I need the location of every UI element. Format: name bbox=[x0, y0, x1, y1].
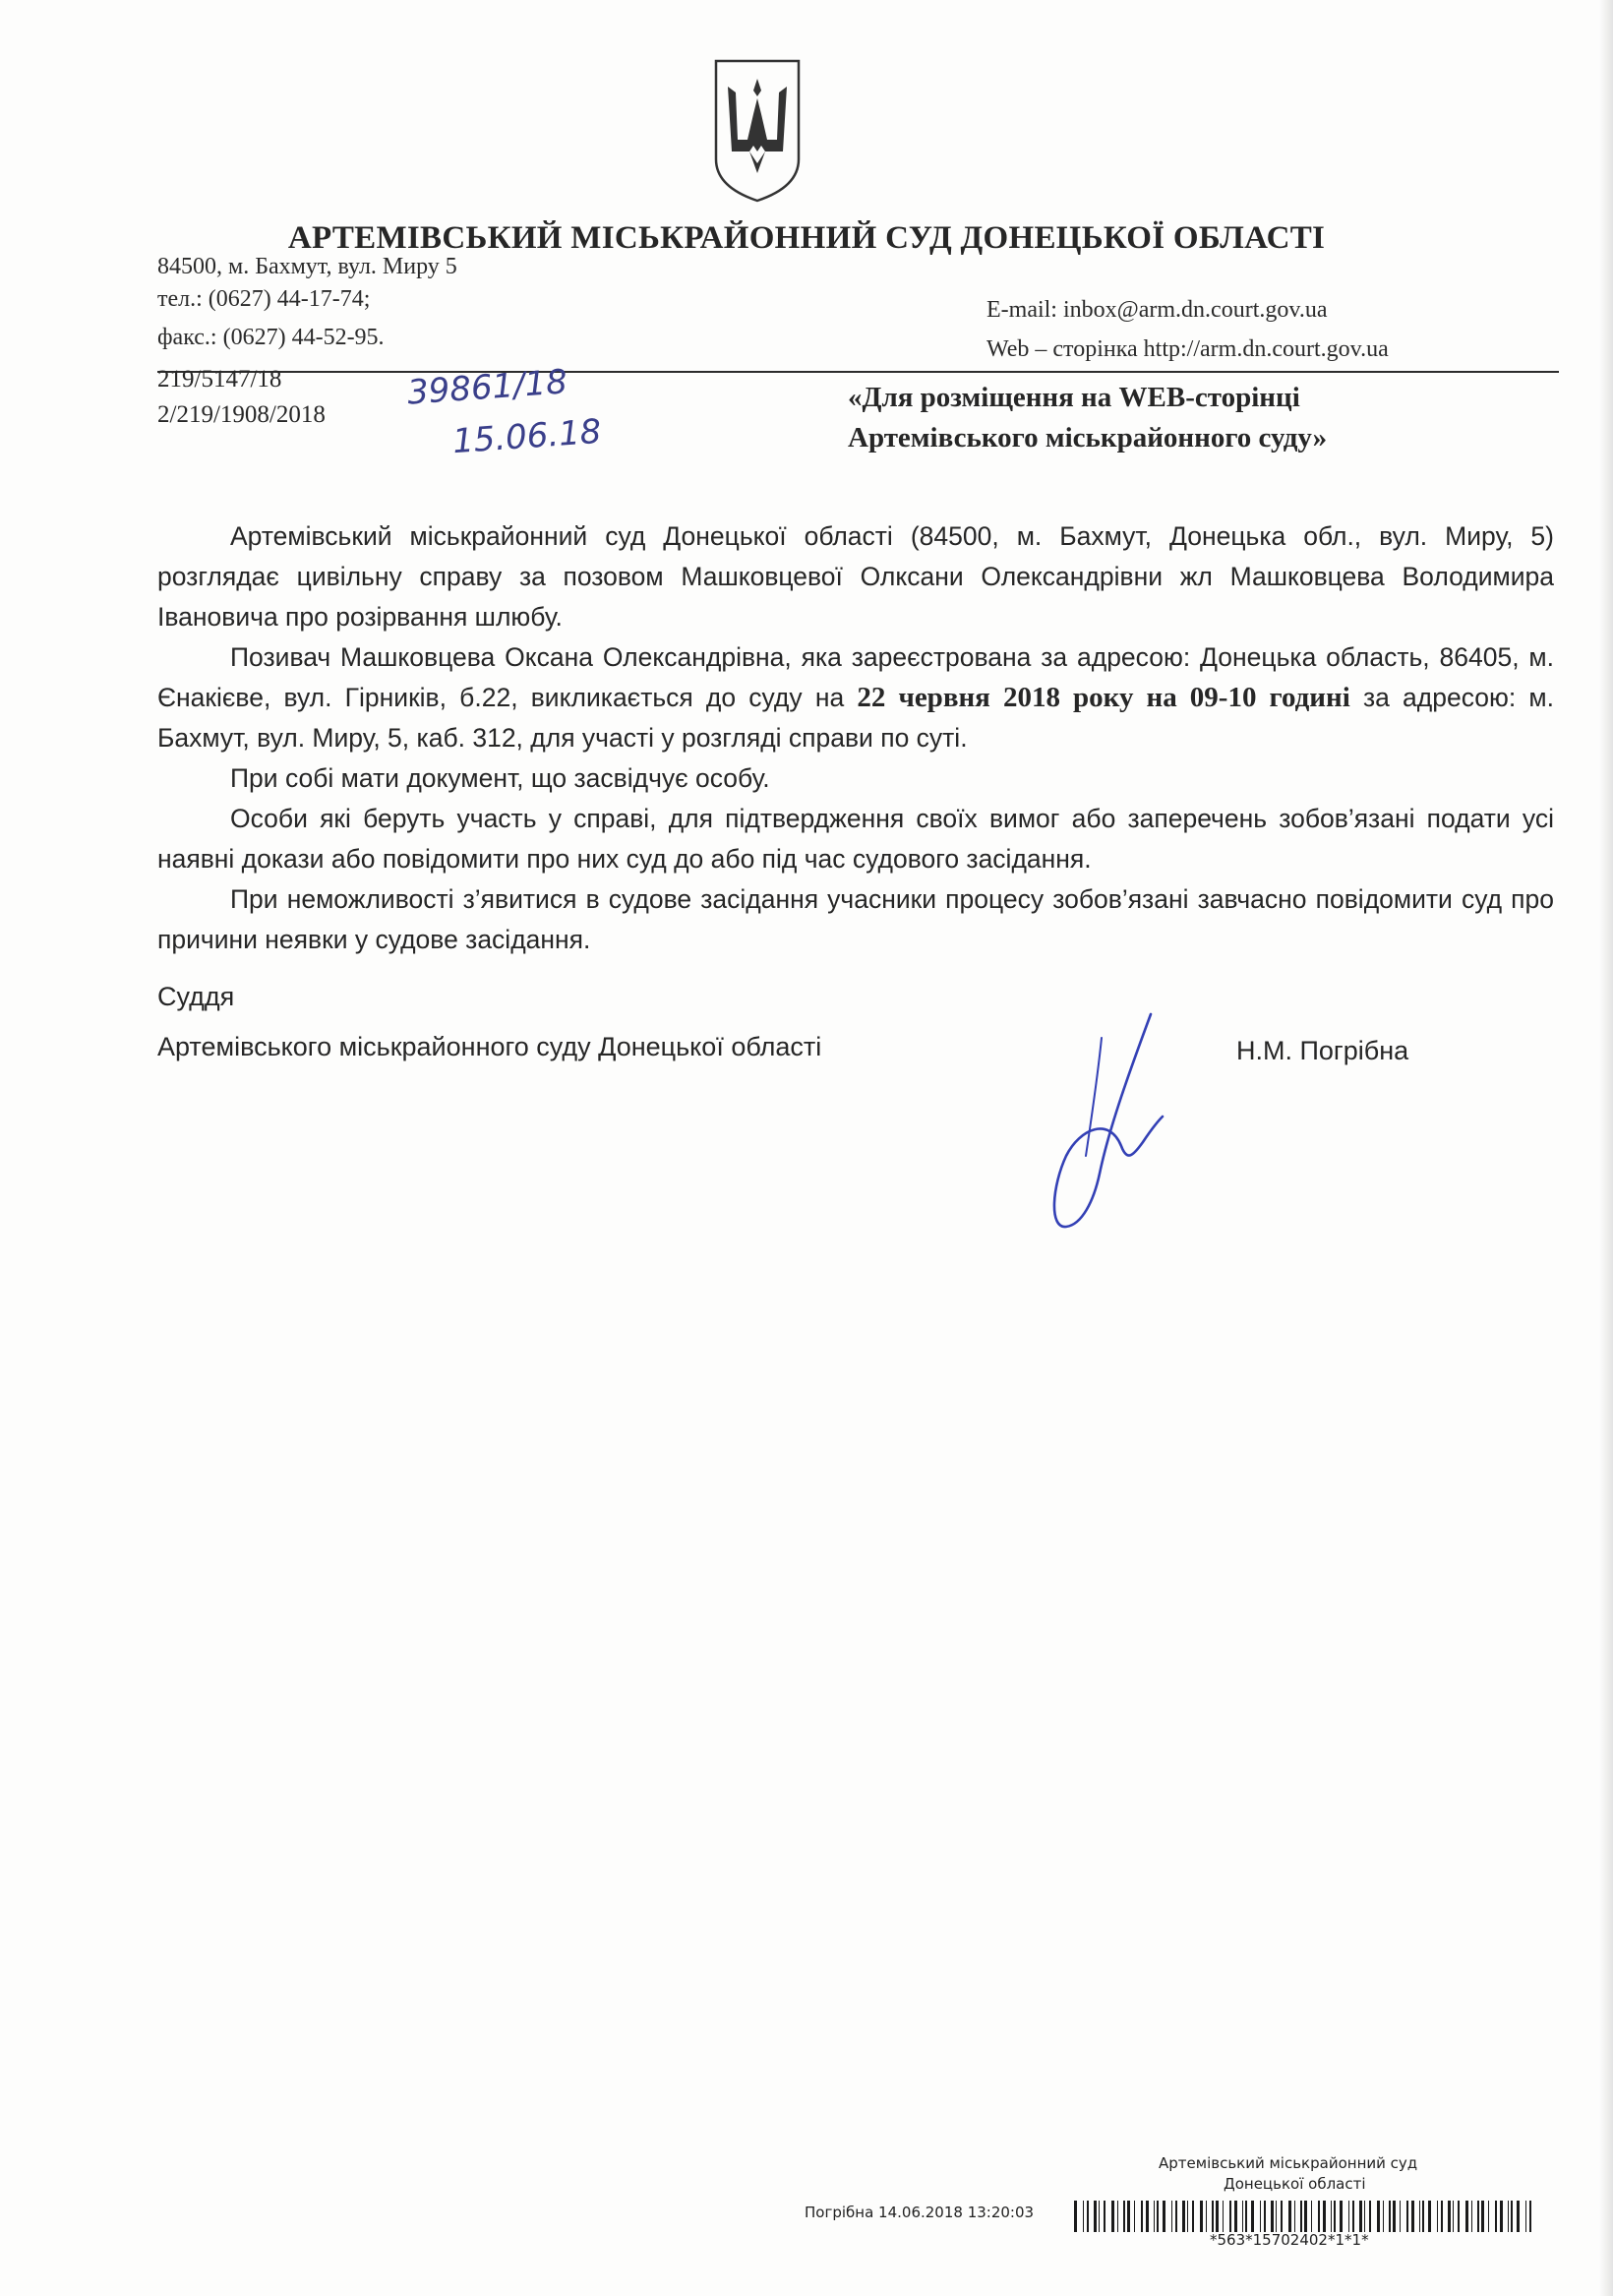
barcode-bar bbox=[1146, 2201, 1149, 2232]
barcode-bar bbox=[1251, 2201, 1254, 2232]
barcode-bar bbox=[1123, 2201, 1125, 2232]
summons-text-start: Позивач Машковцева Оксана Олександрівна, яка зареєстрована за адресою: Донецька область, 86405, м. Єнакієве, вул. Гірників, б.22, викликається до суду на bbox=[157, 642, 1554, 712]
paragraph-id-document: При собі мати документ, що засвідчує особу. bbox=[230, 763, 770, 793]
barcode-bar bbox=[1453, 2201, 1454, 2232]
barcode-bar bbox=[1364, 2201, 1365, 2232]
court-fax: факс.: (0627) 44-52-95. bbox=[157, 325, 385, 350]
barcode-bar bbox=[1223, 2201, 1224, 2232]
barcode-bar bbox=[1331, 2201, 1332, 2232]
barcode-bar bbox=[1517, 2201, 1520, 2232]
barcode-bar bbox=[1117, 2201, 1118, 2232]
barcode-bar bbox=[1083, 2201, 1084, 2232]
barcode-bar bbox=[1171, 2201, 1172, 2232]
barcode-bar bbox=[1477, 2201, 1479, 2232]
barcode-bar bbox=[1406, 2201, 1408, 2232]
barcode-bar bbox=[1212, 2201, 1214, 2232]
barcode-bar bbox=[1175, 2201, 1177, 2232]
barcode-bar bbox=[1271, 2201, 1274, 2232]
stamp-court-line-2: Донецької області bbox=[1224, 2175, 1366, 2193]
paragraph-evidence: Особи які беруть участь у справі, для підтвердження своїх вимог або заперечень зобов’язані подати усі наявні докази або повідомити про них суд до або під час судового засідання. bbox=[157, 804, 1554, 874]
barcode-bar bbox=[1264, 2201, 1266, 2232]
barcode-bar bbox=[1411, 2201, 1414, 2232]
barcode-bar bbox=[1245, 2201, 1247, 2232]
barcode-bar bbox=[1104, 2201, 1105, 2232]
barcode-bar bbox=[1260, 2201, 1261, 2232]
barcode-bar bbox=[1242, 2201, 1243, 2232]
barcode-bar bbox=[1389, 2201, 1391, 2232]
paragraph-summons bbox=[157, 637, 1554, 758]
barcode-bar bbox=[1448, 2201, 1451, 2232]
barcode-bar bbox=[1525, 2201, 1526, 2232]
judge-name: Н.М. Погрібна bbox=[1236, 1036, 1409, 1065]
barcode-bar bbox=[1495, 2201, 1497, 2232]
barcode-bar bbox=[1182, 2201, 1185, 2232]
barcode-bar bbox=[1318, 2201, 1320, 2232]
barcode-bar bbox=[1500, 2201, 1503, 2232]
barcode-bar bbox=[1087, 2201, 1089, 2232]
barcode-bar bbox=[1471, 2201, 1472, 2232]
judge-signature bbox=[984, 1008, 1170, 1244]
barcode-bar bbox=[1348, 2201, 1349, 2232]
barcode-bar bbox=[1465, 2201, 1468, 2232]
court-name-heading: АРТЕМІВСЬКИЙ МІСЬКРАЙОННИЙ СУД ДОНЕЦЬКОЇ ОБЛАСТІ bbox=[287, 220, 1326, 256]
barcode-bar bbox=[1304, 2201, 1307, 2232]
court-address: 84500, м. Бахмут, вул. Миру 5 bbox=[157, 254, 457, 279]
barcode-bar bbox=[1352, 2201, 1354, 2232]
summons-date-time: 22 червня 2018 року на 09-10 годині bbox=[857, 682, 1350, 713]
barcode-bar bbox=[1441, 2201, 1443, 2232]
web-note-line-1: «Для розміщення на WEB-сторінці bbox=[848, 382, 1300, 413]
barcode-bar bbox=[1127, 2201, 1130, 2232]
barcode-bar bbox=[1311, 2201, 1312, 2232]
web-note-line-2: Артемівського міськрайонного суду» bbox=[848, 422, 1328, 453]
barcode-bar bbox=[1458, 2201, 1460, 2232]
signoff-role: Суддя bbox=[157, 982, 235, 1011]
handwritten-date: 15.06.18 bbox=[450, 411, 603, 462]
barcode-text: *563*15702402*1*1* bbox=[1210, 2231, 1369, 2249]
barcode-bar bbox=[1511, 2201, 1513, 2232]
stamp-signed-by: Погрібна 14.06.2018 13:20:03 bbox=[805, 2204, 1035, 2221]
proceeding-number: 2/219/1908/2018 bbox=[157, 401, 326, 428]
notice-body bbox=[157, 516, 1554, 960]
handwritten-registration-number: 39861/18 bbox=[405, 362, 569, 413]
barcode-bar bbox=[1200, 2201, 1203, 2232]
signoff-court: Артемівського міськрайонного суду Донецької області bbox=[157, 1032, 822, 1061]
trident-emblem-icon bbox=[710, 57, 805, 205]
paragraph-case-description: Артемівський міськрайонний суд Донецької області (84500, м. Бахмут, Донецька обл., вул. Миру, 5) розглядає цивільну справу за позовом Машковцевої Олксани Олександрівни жл Машковцева Володимира Івановича про розірвання шлюбу. bbox=[157, 521, 1554, 632]
header-divider bbox=[157, 371, 1559, 373]
barcode-bar bbox=[1216, 2201, 1219, 2232]
barcode-bar bbox=[1234, 2201, 1237, 2232]
paragraph-absence: При неможливості з’явитися в судове засідання учасники процесу зобов’язані завчасно повідомити суд про причини неявки у судове засідання. bbox=[157, 884, 1554, 954]
barcode-bar bbox=[1192, 2201, 1194, 2232]
barcode-bar bbox=[1340, 2201, 1343, 2232]
barcode-bar bbox=[1481, 2201, 1484, 2232]
barcode-bar bbox=[1422, 2201, 1424, 2232]
barcode-bar bbox=[1428, 2201, 1431, 2232]
court-phone: тел.: (0627) 44-17-74; bbox=[157, 286, 371, 312]
barcode-bar bbox=[1281, 2201, 1283, 2232]
barcode-bar bbox=[1134, 2201, 1135, 2232]
barcode-bar bbox=[1377, 2201, 1380, 2232]
document-barcode bbox=[1074, 2201, 1536, 2232]
barcode-bar bbox=[1187, 2201, 1188, 2232]
barcode-bar bbox=[1400, 2201, 1401, 2232]
barcode-bar bbox=[1393, 2201, 1396, 2232]
barcode-bar bbox=[1488, 2201, 1489, 2232]
barcode-bar bbox=[1383, 2201, 1384, 2232]
barcode-bar bbox=[1163, 2201, 1165, 2232]
barcode-bar bbox=[1300, 2201, 1302, 2232]
court-website: Web – сторінка http://arm.dn.court.gov.ua bbox=[986, 336, 1389, 362]
barcode-bar bbox=[1323, 2201, 1326, 2232]
scan-edge-shadow bbox=[1599, 0, 1613, 2296]
barcode-bar bbox=[1154, 2201, 1155, 2232]
court-email: E-mail: inbox@arm.dn.court.gov.ua bbox=[986, 297, 1328, 323]
barcode-bar bbox=[1359, 2201, 1362, 2232]
barcode-bar bbox=[1141, 2201, 1143, 2232]
barcode-bar bbox=[1508, 2201, 1509, 2232]
barcode-bar bbox=[1157, 2201, 1159, 2232]
barcode-bar bbox=[1094, 2201, 1097, 2232]
web-publication-note bbox=[848, 378, 1327, 458]
barcode-bar bbox=[1099, 2201, 1100, 2232]
stamp-court-line-1: Артемівський міськрайонний суд bbox=[1159, 2154, 1418, 2172]
barcode-bar bbox=[1276, 2201, 1277, 2232]
barcode-bar bbox=[1334, 2201, 1336, 2232]
summons-text-end: за адресою: м. Бахмут, вул. Миру, 5, каб. 312, для участі у розгляді справи по суті. bbox=[157, 683, 1554, 753]
barcode-bar bbox=[1529, 2201, 1531, 2232]
barcode-bar bbox=[1294, 2201, 1295, 2232]
barcode-bar bbox=[1111, 2201, 1114, 2232]
barcode-bar bbox=[1288, 2201, 1291, 2232]
barcode-bar bbox=[1419, 2201, 1420, 2232]
barcode-bar bbox=[1206, 2201, 1207, 2232]
barcode-bar bbox=[1369, 2201, 1371, 2232]
barcode-bar bbox=[1074, 2201, 1077, 2232]
barcode-bar bbox=[1229, 2201, 1231, 2232]
barcode-bar bbox=[1437, 2201, 1438, 2232]
case-number: 219/5147/18 bbox=[157, 366, 282, 393]
